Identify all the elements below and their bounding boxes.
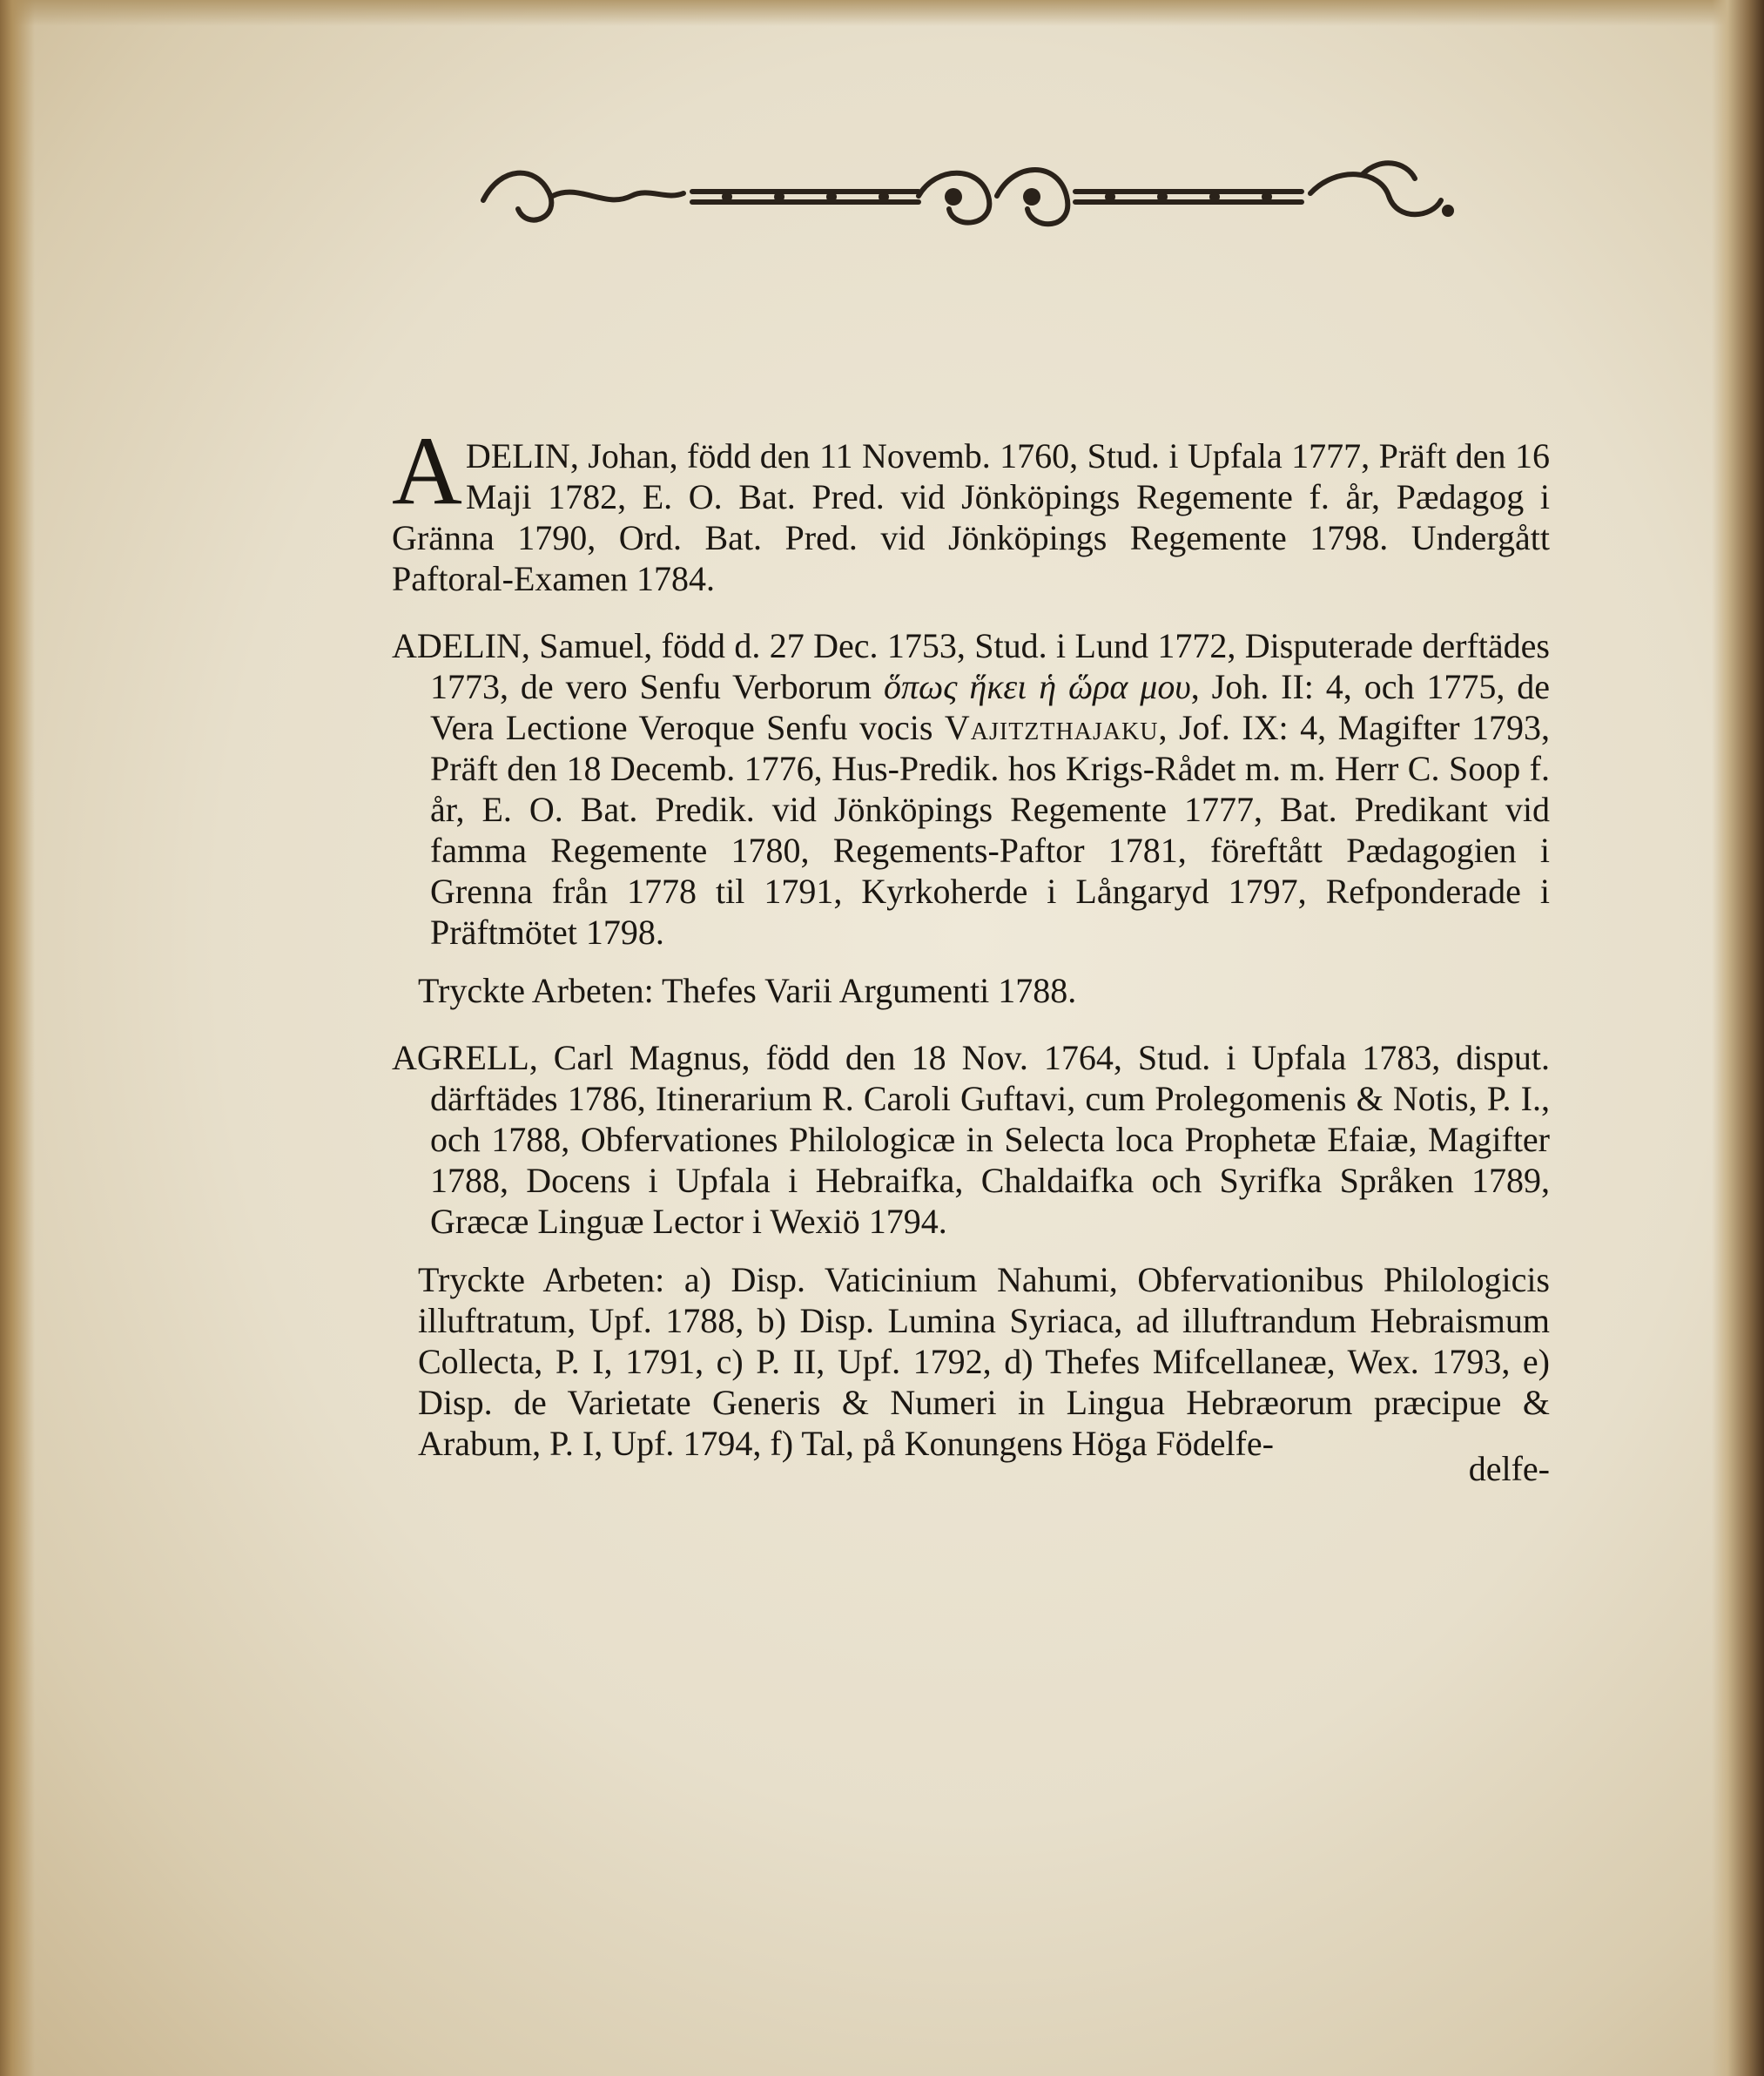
- entry-adelin-johan: [392, 417, 1550, 599]
- page-edge-right: [1712, 0, 1764, 2076]
- entry-agrell-carl: [392, 1037, 1550, 1242]
- entry-text: , Johan, född den 11 Novemb. 1760, Stud. i Upfala 1777, Präft den 16 Maji 1782, E. O. Bat. Pred. vid Jönköpings Regemente f. år, Pædagog i Gränna 1790, Ord. Bat. Pred. vid Jönköpings Regemente 1798. Undergått Paftoral-Examen 1784.: [392, 436, 1550, 598]
- greek-phrase: ὅπως ἥκει ἡ ὥρα μου: [883, 667, 1191, 706]
- works-agrell-carl: Tryckte Arbeten: a) Disp. Vaticinium Nahumi, Obfervationibus Philologicis illuftratum, Upf. 1788, b) Disp. Lumina Syriaca, ad illuftrandum Hebraismum Collecta, P. I, 1791, c) P. II, Upf. 1792, d) Thefes Mifcellaneæ, Wex. 1793, e) Disp. de Varietate Generis & Numeri in Lingua Hebræorum præcipue & Arabum, P. I, Upf. 1794, f) Tal, på Konungens Höga Födelfe-: [418, 1260, 1550, 1463]
- page-text: [392, 417, 1551, 1524]
- drop-cap: A: [392, 417, 462, 525]
- ornament-headpiece: [466, 148, 1467, 244]
- entry-name: DELIN: [465, 436, 570, 475]
- entry-name: AGRELL: [392, 1038, 529, 1077]
- entry-text: , Samuel, född d. 27 Dec. 1753, Stud. i Lund 1772, Disputerade derftädes 1773, de vero Senfu Verborum: [430, 626, 1550, 706]
- entry-adelin-samuel: [392, 625, 1550, 953]
- entry-name: ADELIN: [392, 626, 522, 665]
- works-adelin-samuel: Tryckte Arbeten: Thefes Varii Argumenti 1788.: [418, 971, 1077, 1010]
- page-edge-top: [0, 0, 1764, 26]
- entry-text: , Carl Magnus, född den 18 Nov. 1764, Stud. i Upfala 1783, disput. därftädes 1786, Itinerarium R. Caroli Guftavi, cum Prolegomenis & Notis, P. I., och 1788, Obfervationes Philologicæ in Selecta loca Prophetæ Efaiæ, Magifter 1788, Docens i Upfala i Hebraifka, Chaldaifka och Syrifka Språken 1789, Græcæ Linguæ Lector i Wexiö 1794.: [430, 1038, 1550, 1241]
- entry-text: , Jof. IX: 4, Magifter 1793, Präft den 18 Decemb. 1776, Hus-Predik. hos Krigs-Rådet m. m. Herr C. Soop f. år, E. O. Bat. Predik. vid Jönköpings Regemente 1777, Bat. Predikant vid famma Regemente 1780, Regements-Paftor 1781, föreftått Pædagogien i Grenna från 1778 til 1791, Kyrkoherde i Långaryd 1797, Refponderade i Präftmötet 1798.: [430, 708, 1550, 952]
- catchword: delfe-: [1468, 1449, 1550, 1488]
- page-edge-left: [0, 0, 35, 2076]
- entry-text: , Joh. II: 4, och 1775, de Vera Lectione Veroque Senfu vocis: [430, 667, 1551, 747]
- smallcaps-term: Vajitzthajaku: [944, 708, 1159, 747]
